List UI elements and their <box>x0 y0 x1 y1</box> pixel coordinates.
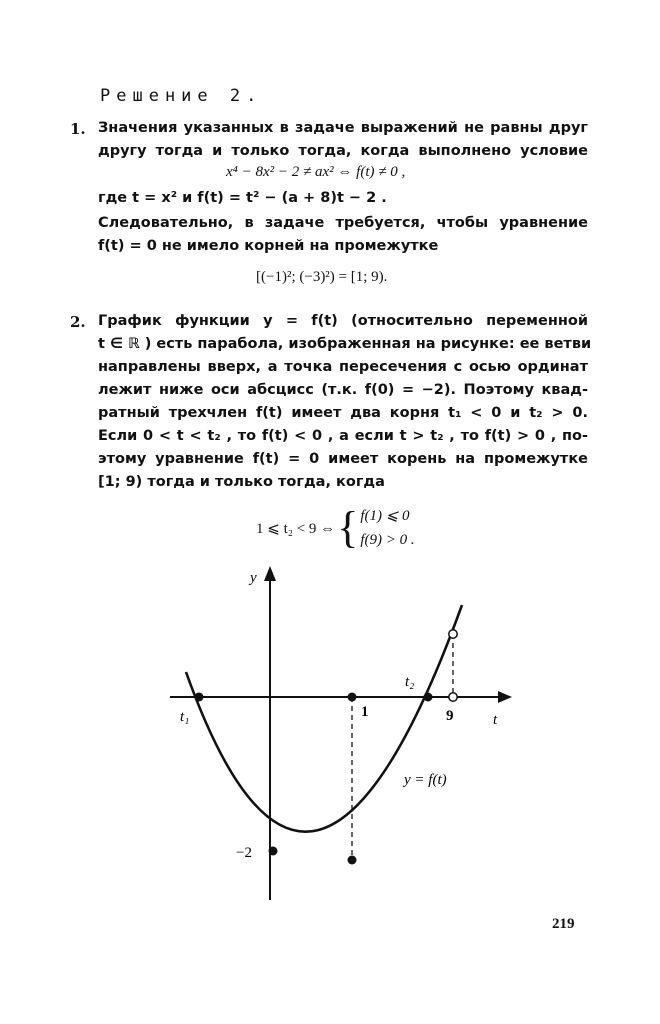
t2-label: t₂ <box>405 674 415 690</box>
item-1-line-2: другу тогда и только тогда, когда выполнено условие <box>98 143 588 159</box>
item-2-number: 2. <box>70 313 86 331</box>
curve-label: y = f(t) <box>404 772 447 788</box>
y-axis-label: y <box>250 570 257 586</box>
tick-minus2-label: −2 <box>236 845 252 861</box>
item-2-line-8: [1; 9) тогда и только тогда, когда <box>98 474 385 490</box>
main-condition-formula: x⁴ − 8x² − 2 ≠ ax² ⇔ f(t) ≠ 0 , <box>226 164 406 180</box>
system-line-2: f(9) > 0 . <box>360 532 415 548</box>
item-1-line-3: Следовательно, в задаче требуется, чтобы уравнение <box>98 215 588 231</box>
y-axis-arrow <box>264 566 276 581</box>
solution-heading: Решение 2. <box>100 86 263 106</box>
item-2-line-6: Если 0 < t < t₂ , то f(t) < 0 , а если t > t₂ , то f(t) > 0 , по- <box>98 428 588 444</box>
item-1-number: 1. <box>70 120 86 138</box>
item-2-line-3: направлены вверх, а точка пересечения с осью ординат <box>98 359 588 375</box>
item-2-line-5: ратный трехчлен f(t) имеет два корня t₁ < 0 и t₂ > 0. <box>98 405 588 421</box>
point-t-1 <box>348 693 357 702</box>
system-line-1: f(1) ⩽ 0 <box>360 508 410 524</box>
root-t1-point <box>195 693 204 702</box>
point-f9-open <box>449 630 457 638</box>
y-intercept-point <box>269 847 278 856</box>
where-line: где t = x² и f(t) = t² − (a + 8)t − 2 . <box>98 190 387 206</box>
item-2-line-4: лежит ниже оси абсцисс (т.к. f(0) = −2). Поэтому квад- <box>98 382 588 398</box>
root-t2-point <box>424 693 433 702</box>
parabola-curve <box>186 605 462 832</box>
point-f1 <box>348 856 357 865</box>
interval-formula: [(−1)²; (−3)²) = [1; 9). <box>256 269 388 285</box>
t-axis-label: t <box>493 712 498 728</box>
item-2-line-1: График функции y = f(t) (относительно переменной <box>98 313 588 329</box>
item-2-line-2: t ∈ ℝ ) есть парабола, изображенная на рисунке: ее ветви <box>98 336 592 352</box>
tick-9-label: 9 <box>446 708 454 724</box>
t1-label: t₁ <box>180 709 190 725</box>
system-brace: { <box>337 503 359 552</box>
item-2-line-7: этому уравнение f(t) = 0 имеет корень на промежутке <box>98 451 588 467</box>
item-1-line-1: Значения указанных в задаче выражений не равны друг <box>98 120 588 136</box>
point-t-9-open <box>449 693 457 701</box>
t-axis-arrow <box>498 691 512 703</box>
page-number: 219 <box>552 916 575 932</box>
system-left: 1 ⩽ t₂ < 9 ⇔ <box>256 520 336 537</box>
item-1-line-4: f(t) = 0 не имело корней на промежутке <box>98 238 439 254</box>
tick-1-label: 1 <box>361 704 369 720</box>
